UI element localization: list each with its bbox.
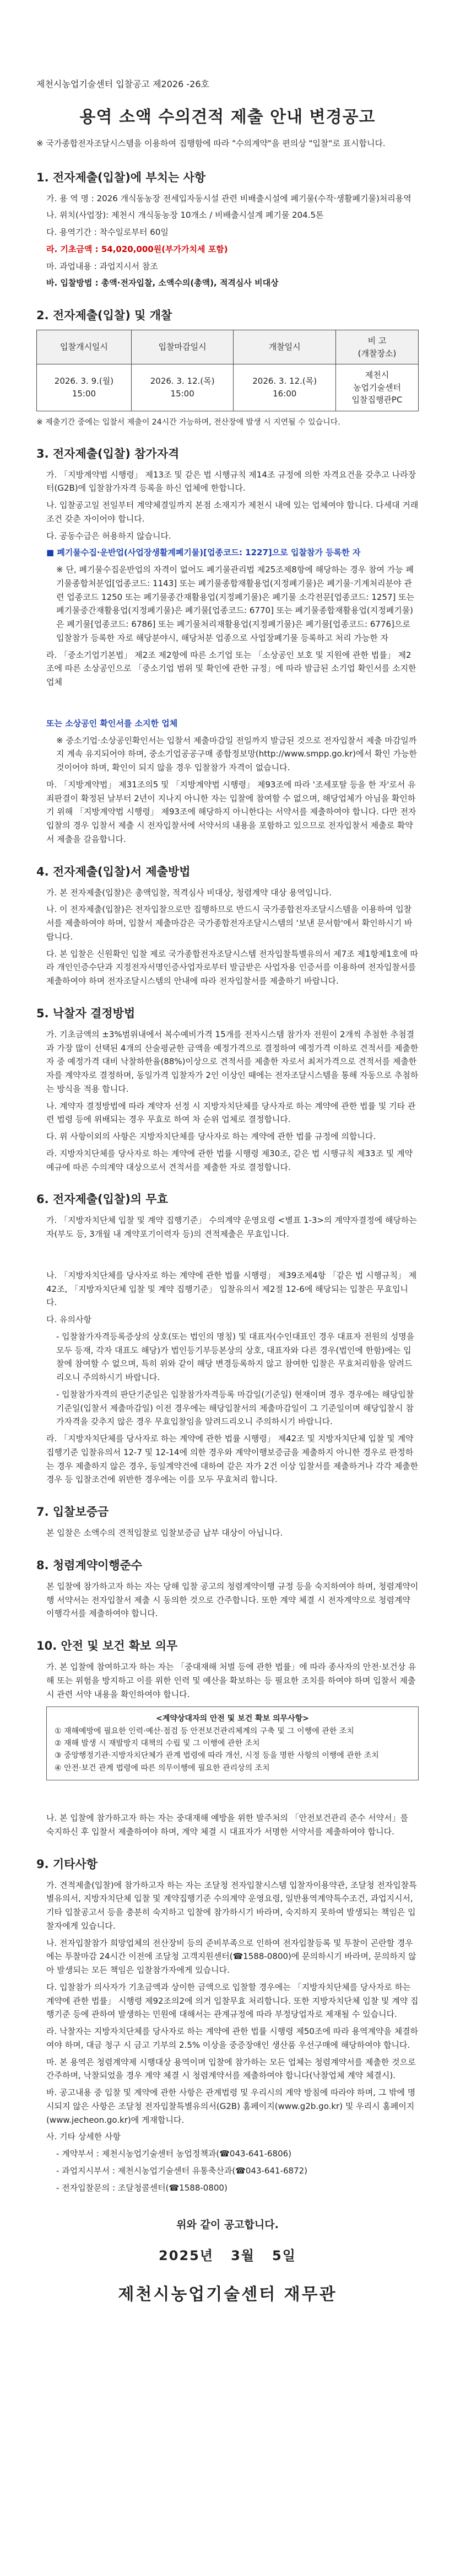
section-5-title: 5. 낙찰자 결정방법	[36, 1006, 136, 1020]
s4-item-a: 가. 본 전자제출(입찰)은 총액입찰, 적격심사 비대상, 청렴계약 대상 용역입니다.	[46, 887, 332, 898]
s4-item-b: 나. 이 전자제출(입찰)은 전자입찰으로만 집행하므로 반드시 국가종합전자조달시스템을 이용하여 입찰서를 제출하여야 하며, 입찰서 제출마감은 국가종합전자조달시스템의 '보낸 문서함'에서 확인하시기 바랍니다.	[46, 904, 413, 942]
safety-item-4: ④ 안전·보건 관계 법령에 따른 의무이행에 필요한 관리상의 조치	[55, 1763, 270, 1773]
section-3-title: 3. 전자제출(입찰) 참가자격	[36, 447, 180, 460]
schedule-row	[37, 364, 419, 411]
announcement-date: 2025년 3월 5일	[159, 2248, 296, 2264]
section-6	[36, 1190, 419, 1241]
s4-item-c: 다. 본 입찰은 신원확인 입찰 제로 국가종합전자조달시스템 전자입찰특별유의서 제7조 제1항제1호에 따라 개인인증수단과 지정전자서명인증사업자로부터 발급받은 사업자용 인증서를 이용하여 전자입찰서를 제출하여야 하며 전자조달시스템의 안내에 따라 전자입찰서를 제출하기 바랍니다.	[46, 948, 419, 986]
s3-item-a: 가. 「지방계약법 시행령」 제13조 및 같은 법 시행규칙 제14조 규정에 의한 자격요건을 갖추고 나라장터(G2B)에 입찰참가자격 등록을 하신 업체에 한합니다.	[46, 469, 416, 493]
document-title: 용역 소액 수의견적 제출 안내 변경공고	[79, 108, 376, 127]
s5-item-d: 라. 지방자치단체를 당사자로 하는 계약에 관한 법률 시행령 제30조, 같은 법 시행규칙 제33조 및 계약예규에 따른 수의계약 대상으로서 견적서를 제출한 자로 결정합니다.	[46, 1148, 413, 1172]
s9-item-c: 다. 입찰참가 의사자가 기초금액과 상이한 금액으로 입찰할 경우에는 「지방자치단체를 당사자로 하는 계약에 관한 법률」 시행령 제92조의2에 의거 입찰무효 처리합니다. 또한 지방자치단체 입찰 및 계약 집행기준 등에 관하여 발생하는 민원에 대해서는 관계규정에 따라 부정당업자로 제재될 수 있습니다.	[46, 1982, 419, 2020]
s5-item-a: 가. 기초금액의 ±3%범위내에서 복수예비가격 15개를 전자시스템 참가자 전원이 2개씩 추첨한 추첨결과 가장 많이 선택된 4개의 산술평균한 금액을 예정가격으로 결정하여 예정가격 이하로 견적서를 제출한 자 중 예정가격 대비 낙찰하한율(88%)이상으로 견적서를 제출한 자로서 최저가격으로 견적서를 제출한 자를 계약자로 결정하며, 동일가격 입찰자가 2인 이상인 때에는 전자조달시스템을 통해 자동으로 추첨하는 방식을 적용 합니다.	[46, 1029, 419, 1094]
s10-text: 가. 본 입찰에 참여하고자 하는 자는 「중대재해 처벌 등에 관한 법률」에 따라 종사자의 안전·보건상 유해 또는 위험을 방지하고 이를 위한 인력 및 예산을 확보하는 등 필요한 조치를 하여야 하며 입찰서 제출 시 관련 서약 내용을 확인하여야 합니다.	[46, 1662, 416, 1699]
s6-item-a: 가. 「지방자치단체 입찰 및 계약 집행기준」 수의계약 운영요령 <별표 1-3>의 계약자결정에 해당하는 자(부도 등, 3개월 내 계약포기이력자 등)의 견적제출은 무효입니다.	[46, 1215, 417, 1239]
s3-license-note: ※ 단, 폐기물수집운반업의 자격이 없어도 폐기물관리법 제25조제8항에 해당하는 경우 참여 가능 폐기물종합처분업[업종코드: 1143] 또는 폐기물종합재활용업(지정폐기물)은 폐기물·기계처리분야 관련 업종코드 1250 또는 폐기물종간재활용업(지정폐기물)은 폐기물 소각전문[업종코드: 1257] 또는 폐기물중간재활용업(지정폐기물)은 폐기물[업종코드: 6770] 또는 폐기물종합재활용업(지정폐기물)은 폐기물[업종코드: 6786] 또는 폐기물처리재활용업(지정폐기물)은 폐기물[업종코드: 6776]으로 입찰참가 등록한 자로 해당분야시, 해당처분 업종으로 사업장폐기물 등록하고 처리 가능한 자	[56, 565, 415, 643]
s1-base-price: 라. 기초금액 : 54,020,000원(부가가치세 포함)	[46, 244, 228, 254]
contact-contract-dept: - 계약부서 : 제천시농업기술센터 농업정책과(☎043-641-6806)	[56, 2149, 292, 2159]
s6-item-c1: - 입찰참가자격등록증상의 상호(또는 법인의 명칭) 및 대표자(수인대표인 경우 대표자 전원의 성명을 모두 등재, 각자 대표도 해당)가 법인등기부등본상의 상호, 대표자와 다른 경우(법인에 한함)에는 입찰에 참여할 수 없으며, 특히 위와 같이 해당 변경등록하지 않고 참여한 입찰은 무효처리함을 알려드리오니 주의하시기 바랍니다.	[56, 1331, 415, 1382]
section-3-continued	[36, 717, 419, 846]
s6-item-d: 라. 「지방자치단체를 당사자로 하는 계약에 관한 법률 시행령」 제42조 및 지방자치단체 입찰 및 계약 집행기준 입찰유의서 12-7 및 12-14에 의한 경우와 계약이행보증금을 제출하지 아니한 경우로 판정하는 경우 제출하지 않은 경우, 동일계약건에 대하여 같은 자가 2건 이상 입찰서를 제출하거나 각각 제출한 경우 등 입찰조건에 위반한 경우에는 이를 모두 무효처리 합니다.	[46, 1434, 419, 1485]
section-4-title: 4. 전자제출(입찰)서 제출방법	[36, 865, 191, 878]
section-10-title: 10. 안전 및 보건 확보 의무	[36, 1639, 178, 1652]
s3-item-d: 라. 「중소기업기본법」 제2조 제2항에 따른 소기업 또는 「소상공인 보호 및 지원에 관한 법률」 제2조에 따른 소상공인으로 「중소기업 범위 및 확인에 관한 규정」에 따라 발급된 소기업 확인서를 소지한 업체	[46, 650, 416, 687]
schedule-table	[36, 330, 419, 411]
s9-item-f: 바. 공고내용 중 입찰 및 계약에 관한 사항은 관계법령 및 우리시의 계약 방침에 따라야 하며, 그 밖에 명시되지 않은 사항은 조달청 전자입찰특별유의서(G2B) 홈페이지(www.g2b.go.kr) 및 우리시 홈페이지(www.jecheon.go.kr)에 게재합니다.	[46, 2087, 416, 2125]
header-opening: 개찰일시	[234, 330, 336, 364]
section-1-title: 1. 전자제출(입찰)에 부치는 사항	[36, 170, 206, 184]
closing-statement: 위와 같이 공고합니다.	[176, 2219, 279, 2231]
s3-item-b: 나. 입찰공고일 전일부터 계약체결일까지 본점 소재지가 제천시 내에 있는 업체여야 합니다. 다세대 거래 조건 갖춘 자이어야 합니다.	[46, 500, 419, 524]
s9-item-a: 가. 견적제출(입찰)에 참가하고자 하는 자는 조달청 전자입찰시스템 입찰자이용약관, 조달청 전자입찰특별유의서, 지방자치단체 입찰 및 계약집행기준 수의계약 운영요령, 일반용역계약특수조건, 과업지시서, 기타 입찰공고서 등을 충분히 숙지하고 입찰에 참가하시기 바라며, 숙지하지 못하여 발생되는 책임은 입찰자에게 있습니다.	[46, 1880, 417, 1931]
s10-text2: 나. 본 입찰에 참가하고자 하는 자는 중대재해 예방을 위한 발주처의 「안전보건관리 준수 서약서」를 숙지하신 후 입찰서 제출하여야 하며, 계약 체결 시 대표자가 서명한 서약서를 제출하여야 합니다.	[46, 1813, 409, 1837]
safety-obligations-box	[46, 1706, 419, 1780]
section-8-title: 8. 청렴계약이행준수	[36, 1558, 143, 1572]
s3-cert-note: ※ 중소기업·소상공인확인서는 입찰서 제출마감일 전일까지 발급된 것으로 전자입찰서 제출 마감일까지 계속 유지되어야 하며, 중소기업공공구매 종합정보망(http://www.smpp.go.kr)에서 확인 가능한 것이어야 하며, 확인이 되지 않을 경우 입찰참가 자격이 없습니다.	[56, 735, 417, 772]
cell-bid-start: 2026. 3. 9.(월) 15:00	[37, 364, 132, 411]
section-1	[36, 169, 419, 291]
s1-work-content: 마. 과업내용 : 과업지시서 참조	[46, 261, 158, 271]
s3-license: ■ 폐기물수집·운반업(사업장생활계폐기물)[업종코드: 1227]으로 입찰참가 등록한 자	[46, 548, 361, 558]
safety-box-title: <계약상대자의 안전 및 보건 확보 의무사항>	[156, 1714, 309, 1724]
safety-item-1: ① 재해예방에 필요한 인력·예산·점검 등 안전보건관리체계의 구축 및 그 이행에 관한 조치	[55, 1726, 354, 1736]
s6-item-c: 다. 유의사항	[46, 1314, 91, 1324]
header-bid-start: 입찰개시일시	[37, 330, 132, 364]
section-7	[36, 1503, 419, 1540]
s6-item-c2: - 입찰참가자격의 판단기준일은 입찰참가자격등록 마감일(기준일) 현재이며 경우 경우에는 해당입찰기준일(입찰서 제출마감일) 이전 경우에는 해당입찰서의 제출마감일이 그 기준일이며 해당입찰시 참가자격을 갖추지 않은 경우 무효입찰임을 알려드리오니 주의하시기 바랍니다.	[56, 1389, 414, 1427]
intro-note: ※ 국가종합전자조달시스템을 이용하여 집행함에 따라 "수의계약"을 편의상 "입찰"로 표시합니다.	[36, 138, 386, 148]
section-8	[36, 1557, 419, 1620]
s3-cert-line: 또는 소상공인 확인서를 소지한 업체	[46, 718, 178, 728]
s1-item-b: 나. 위치(사업장): 제천시 개식동농장 10개소 / 비배출시설계 폐기물 204.5톤	[46, 210, 324, 221]
header-remarks: 비 고 (개찰장소)	[335, 330, 418, 364]
section-2-title: 2. 전자제출(입찰) 및 개찰	[36, 309, 172, 322]
section-7-title: 7. 입찰보증금	[36, 1505, 109, 1518]
header-bid-end: 입찰마감일시	[131, 330, 234, 364]
safety-item-2: ② 재해 발생 시 재발방지 대책의 수립 및 그 이행에 관한 조치	[55, 1739, 260, 1748]
s1-bid-method: 바. 입찰방법 : 총액·전자입찰, 소액수의(총액), 적격심사 비대상	[46, 278, 279, 288]
schedule-header-row	[37, 330, 419, 364]
s2-note: ※ 제출기간 중에는 입찰서 제출이 24시간 가능하며, 전산장애 발생 시 지연될 수 있습니다.	[36, 417, 340, 427]
section-10	[36, 1637, 419, 1780]
s3-item-c: 다. 공동수급은 허용하지 않습니다.	[46, 530, 171, 541]
s9-item-e: 마. 본 용역은 청렴계약제 시행대상 용역이며 입찰에 참가하는 모든 업체는 청렴계약서를 제출한 것으로 간주하며, 낙찰되었을 경우 계약 체결 시 청렴계약서를 제출하여야 합니다(낙찰업체 계약 체결시).	[46, 2057, 416, 2081]
contact-task-dept: - 과업지시부서 : 제천시농업기술센터 유통축산과(☎043-641-6872)	[56, 2165, 307, 2176]
section-3	[36, 445, 419, 689]
s3-item-e: 마. 「지방계약법」 제31조의5 및 「지방계약법 시행령」 제93조에 따라 '조세포탈 등을 한 자'로서 유죄판결이 확정된 날부터 2년이 지나지 아니한 자는 입찰에 참여할 수 없으며, 해당업체가 아님을 확인하기 위해 「지방계약법 시행령」 제93조에 해당하지 아니한다는 서약서를 제출하여야 합니다. 다만 전자입찰의 경우 입찰서 제출 시 전자입찰서에 서약서의 내용을 포함하고 있으므로 전자입찰서 제출로 확약서 제출을 갈음합니다.	[46, 779, 416, 844]
cell-remarks: 제천시 농업기술센터 입찰집행관PC	[335, 364, 418, 411]
s7-text: 본 입찰은 소액수의 견적입찰로 입찰보증금 납부 대상이 아닙니다.	[46, 1528, 283, 1538]
contact-e-bid: - 전자입찰문의 : 조달청콜센터(☎1588-0800)	[56, 2182, 228, 2193]
s8-text: 본 입찰에 참가하고자 하는 자는 당해 입찰 공고의 청렴계약이행 규정 등을 숙지하여야 하며, 청렴계약이행 서약서는 전자입찰서 제출 시 동의한 것으로 간주합니다. 또한 계약 체결 시 전자계약으로 청렴계약 이행각서를 제출하여야 합니다.	[46, 1581, 419, 1619]
section-6-continued	[36, 1269, 419, 1486]
section-2	[36, 307, 419, 428]
s5-item-b: 나. 계약자 결정방법에 따라 계약자 선정 시 지방자치단체를 당사자로 하는 계약에 관한 법률 및 기타 관련 법령 등에 위배되는 경우 무효로 하여 차 순위 업체로 결정합니다.	[46, 1101, 416, 1125]
section-4	[36, 863, 419, 988]
issuing-organization: 제천시농업기술센터 재무관	[118, 2285, 337, 2305]
s9-item-g: 사. 기타 상세한 사항	[46, 2132, 121, 2142]
cell-opening: 2026. 3. 12.(목) 16:00	[234, 364, 336, 411]
section-10-continued	[36, 1811, 419, 1839]
safety-item-3: ③ 중앙행정기관·지방자치단체가 관계 법령에 따라 개선, 시정 등을 명한 사항의 이행에 관한 조치	[55, 1751, 379, 1761]
section-5	[36, 1005, 419, 1174]
s1-item-a: 가. 용 역 명 : 2026 개식동농장 전세입자동시설 관련 비배출시설에 폐기물(수작·생활폐기물)처리용역	[46, 193, 411, 203]
s6-item-b: 나. 「지방자치단체를 당사자로 하는 계약에 관한 법률 시행령」 제39조제4항 「같은 법 시행규칙」 제42조, 「지방자치단체 입찰 및 계약 집행기준」 입찰유의서 제2절 12-6에 해당되는 입찰은 무효입니다.	[46, 1270, 417, 1308]
s9-item-b: 나. 전자입찰참가 희망업체의 전산장비 등의 준비부족으로 인하여 전자입찰등록 및 투찰이 곤란할 경우에는 투찰마감 24시간 이전에 조달청 고객지원센터(☎1588-0800)에 문의하시기 바라며, 문의하지 않아 발생되는 모든 책임은 입찰참가자에게 있습니다.	[46, 1938, 416, 1976]
notice-number: 제천시농업기술센터 입찰공고 제2026 -26호	[36, 79, 209, 89]
s5-item-c: 다. 위 사항이외의 사항은 지방자치단체를 당사자로 하는 계약에 관한 법률 규정에 의합니다.	[46, 1131, 376, 1141]
section-9	[36, 1855, 419, 2195]
s9-item-d: 라. 낙찰자는 지방자치단체를 당사자로 하는 계약에 관한 법률 시행령 제50조에 따라 용역계약을 체결하여야 하며, 대금 청구 시 금고 기부의 2.5% 이상을 중증장애인 생산품 우선구매에 해당하여야 합니다.	[46, 2026, 419, 2050]
section-9-title: 9. 기타사항	[36, 1857, 98, 1871]
s1-item-c: 다. 용역기간 : 착수일로부터 60일	[46, 227, 169, 237]
section-6-title: 6. 전자제출(입찰)의 무효	[36, 1193, 168, 1206]
cell-bid-end: 2026. 3. 12.(목) 15:00	[131, 364, 234, 411]
